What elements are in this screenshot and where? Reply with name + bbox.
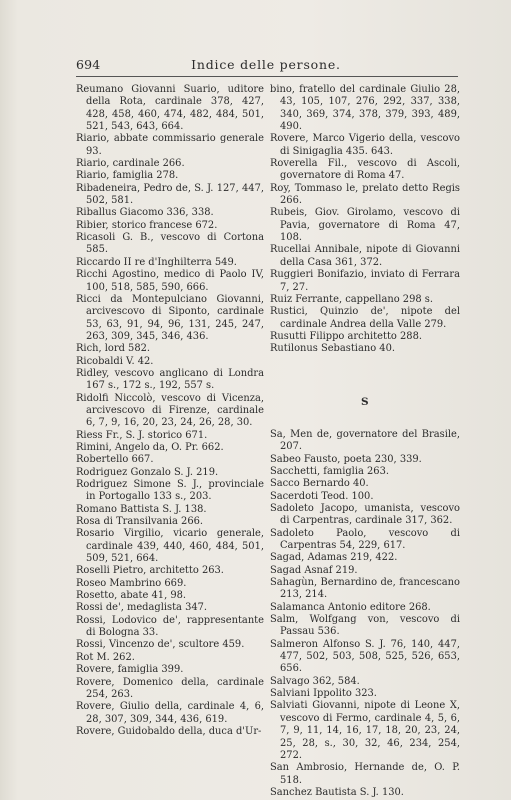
index-entry: Rot M. 262. (76, 651, 135, 663)
index-entry: Salm, Wolfgang von, vescovo di Passau 536. (270, 614, 460, 638)
header-rule (76, 76, 458, 77)
index-entry: Roselli Pietro, architetto 263. (76, 565, 224, 577)
index-entry: Sacco Bernardo 40. (270, 478, 369, 490)
index-entry: Rovere, famiglia 399. (76, 664, 184, 676)
index-entry: Rovere, Giulio della, cardinale 4, 6, 28, 307, 309, 344, 436, 619. (76, 701, 264, 725)
index-entry: Riario, famiglia 278. (76, 170, 179, 182)
index-entry: Salviani Ippolito 323. (270, 688, 377, 700)
index-entry: Ribier, storico francese 672. (76, 219, 218, 231)
index-entry: Rossi de', medaglista 347. (76, 602, 208, 614)
index-entry: Rich, lord 582. (76, 343, 151, 355)
index-entry: Rucellai Annibale, nipote di Giovanni della Casa 361, 372. (270, 244, 460, 268)
index-entry: Rusutti Filippo architetto 288. (270, 330, 422, 342)
index-column-left (76, 84, 264, 738)
index-entry: bino, fratello del cardinale Giulio 28, 43, 105, 107, 276, 292, 337, 338, 340, 369, 374, 378, 379, 393, 489, 490. (270, 84, 460, 133)
index-entry: Rovere, Marco Vigerio della, vescovo di Sinigaglia 435. 643. (270, 133, 460, 157)
index-entry: Riario, abbate commissario generale 93. (76, 133, 264, 157)
index-entry: Roy, Tommaso le, prelato detto Regis 266. (270, 182, 460, 207)
index-entry: Riballus Giacomo 336, 338. (76, 207, 214, 219)
index-entry: Sadoleto Paolo, vescovo di Carpentras 54, 229, 617. (270, 527, 460, 551)
index-entry: Rovere, Guidobaldo della, duca d'Ur- (76, 725, 262, 737)
index-entry: Sagad Asnaf 219. (270, 564, 358, 576)
running-title: Indice delle persone. (191, 57, 341, 72)
index-entry: Rossi, Lodovico de', rappresentante di Bologna 33. (76, 614, 264, 639)
index-entry: Ridolfi Niccolò, vescovo di Vicenza, arcivescovo di Firenze, cardinale 6, 7, 9, 16, 20, 23, 24, 26, 28, 30. (76, 392, 264, 429)
index-entry: Riccardo II re d'Inghilterra 549. (76, 256, 237, 268)
index-entry: Ricci da Montepulciano Giovanni, arcivescovo di Siponto, cardinale 53, 63, 91, 94, 96, 131, 245, 247, 263, 309, 345, 346, 436. (76, 293, 264, 342)
index-entry: Rosetto, abate 41, 98. (76, 590, 187, 602)
index-entry: Ricobaldi V. 42. (76, 355, 154, 367)
index-entry: Rustici, Quinzio de', nipote del cardinale Andrea della Valle 279. (270, 306, 460, 330)
index-entry: Salvago 362, 584. (270, 675, 360, 687)
index-entry: Sagad, Adamas 219, 422. (270, 552, 398, 564)
index-entry: Salmeron Alfonso S. J. 76, 140, 447, 477, 502, 503, 508, 525, 526, 653, 656. (270, 638, 460, 675)
index-entry: Salamanca Antonio editore 268. (270, 601, 431, 613)
index-entry: Romano Battista S. J. 138. (76, 503, 207, 515)
index-entry: Ricchi Agostino, medico di Paolo IV, 100, 518, 585, 590, 666. (76, 269, 264, 293)
index-entry: Rodriguez Simone S. J., provinciale in Portogallo 133 s., 203. (76, 479, 264, 503)
index-entry: Rossi, Vincenzo de', scultore 459. (76, 639, 245, 651)
index-entry: Sanchez Bautista S. J. 130. (270, 786, 404, 798)
index-entry: Ruggieri Bonifazio, inviato di Ferrara 7, 27. (270, 269, 460, 293)
page-number: 694 (76, 57, 101, 72)
page-header (76, 57, 456, 75)
index-entry: Rimini, Angelo da, O. Pr. 662. (76, 441, 224, 453)
index-entry: Ricasoli G. B., vescovo di Cortona 585. (76, 232, 264, 256)
index-group-r (270, 84, 460, 356)
index-entry: Ridley, vescovo anglicano di Londra 167 s., 172 s., 192, 557 s. (76, 367, 264, 392)
index-entry: Roseo Mambrino 669. (76, 577, 187, 589)
index-entry: Reumano Giovanni Suario, uditore della Rota, cardinale 378, 427, 428, 458, 460, 474, 482, 484, 501, 521, 543, 643, 664. (76, 84, 264, 133)
index-entry: Salviati Giovanni, nipote di Leone X, vescovo di Fermo, cardinale 4, 5, 6, 7, 9, 11, 14, 16, 17, 18, 20, 23, 24, 25, 28, s., 30, 32, 46, 234, 254, 272. (270, 700, 460, 761)
index-entry: Sacchetti, famiglia 263. (270, 465, 390, 477)
index-entry: Rovere, Domenico della, cardinale 254, 263. (76, 676, 264, 700)
index-group-s (270, 429, 460, 799)
index-entry: Ruiz Ferrante, cappellano 298 s. (270, 293, 433, 305)
index-entry: Ribadeneira, Pedro de, S. J. 127, 447, 502, 581. (76, 182, 264, 207)
index-entry: Rutilonus Sebastiano 40. (270, 343, 395, 355)
index-entry: Rodriguez Gonzalo S. J. 219. (76, 466, 219, 478)
index-entry: Riess Fr., S. J. storico 671. (76, 429, 208, 441)
index-entry: Sa, Men de, governatore del Brasile, 207. (270, 428, 460, 453)
index-entry: San Ambrosio, Hernande de, O. P. 518. (270, 762, 460, 786)
index-entry: Rubeis, Giov. Girolamo, vescovo di Pavia, governatore di Roma 47, 108. (270, 207, 460, 244)
section-letter: S (360, 395, 370, 408)
index-entry: Sadoleto Jacopo, umanista, vescovo di Carpentras, cardinale 317, 362. (270, 502, 460, 527)
index-entry: Riario, cardinale 266. (76, 158, 185, 170)
index-entry: Roverella Fil., vescovo di Ascoli, governatore di Roma 47. (270, 158, 460, 182)
index-entry: Rosario Virgilio, vicario generale, cardinale 439, 440, 460, 484, 501, 509, 521, 664. (76, 528, 264, 565)
index-entry: Sabeo Fausto, poeta 230, 339. (270, 453, 422, 465)
index-entry: Rosa di Transilvania 266. (76, 516, 204, 528)
index-entry: Sahagùn, Bernardino de, francescano 213, 214. (270, 577, 460, 601)
index-column-right (270, 84, 460, 799)
index-entry: Robertello 667. (76, 454, 154, 466)
index-entry: Sacerdoti Teod. 100. (270, 490, 374, 502)
